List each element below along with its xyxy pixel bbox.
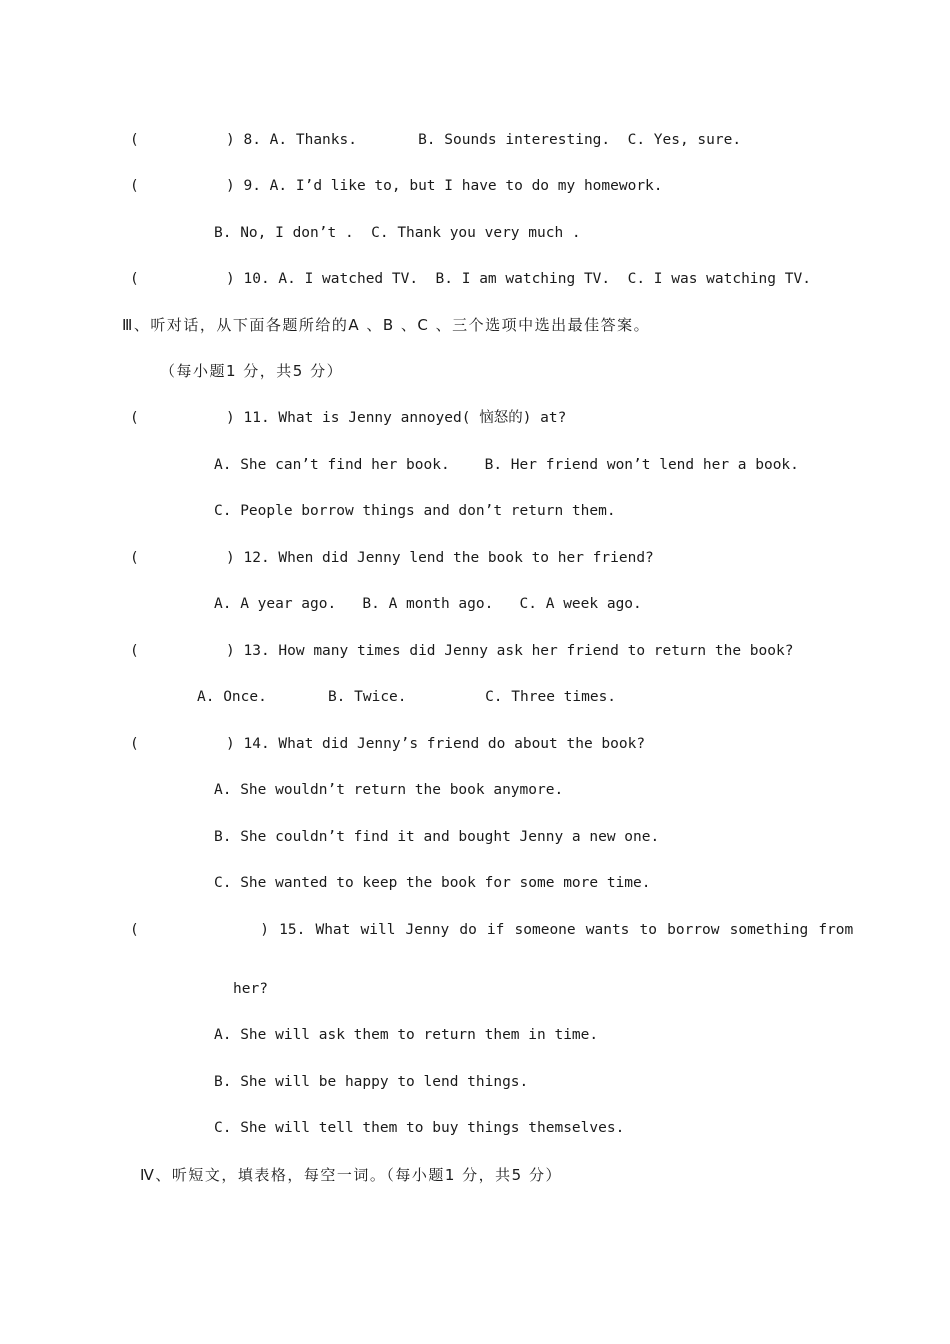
- question-14-option-a: A. She wouldn’t return the book anymore.: [214, 782, 564, 798]
- section-3-title: Ⅲ、听对话，从下面各题所给的A 、B 、C 、三个选项中选出最佳答案。: [122, 316, 651, 334]
- question-15-continued: her?: [233, 981, 268, 997]
- question-14-option-c: C. She wanted to keep the book for some more time.: [214, 875, 651, 891]
- question-9-options: B. No, I don’t . C. Thank you very much .: [214, 225, 581, 241]
- question-12-options: A. A year ago. B. A month ago. C. A week ago.: [214, 596, 642, 612]
- question-9: ( ) 9. A. I’d like to, but I have to do my homework.: [130, 178, 663, 194]
- question-12: ( ) 12. When did Jenny lend the book to her friend?: [130, 550, 654, 566]
- question-13-options: A. Once. B. Twice. C. Three times.: [197, 689, 617, 705]
- question-14-option-b: B. She couldn’t find it and bought Jenny a new one.: [214, 829, 660, 845]
- question-13: ( ) 13. How many times did Jenny ask her friend to return the book?: [130, 643, 794, 659]
- question-15: ( ) 15. What will Jenny do if someone wants to borrow something from: [130, 922, 854, 938]
- question-15-option-a: A. She will ask them to return them in time.: [214, 1027, 599, 1043]
- section-4-title: Ⅳ、听短文，填表格，每空一词。（每小题1 分，共5 分）: [140, 1166, 562, 1184]
- question-8: ( ) 8. A. Thanks. B. Sounds interesting. C. Yes, sure.: [130, 132, 742, 148]
- question-15-option-b: B. She will be happy to lend things.: [214, 1074, 529, 1090]
- question-14: ( ) 14. What did Jenny’s friend do about the book?: [130, 736, 646, 752]
- question-15-option-c: C. She will tell them to buy things themselves.: [214, 1120, 625, 1136]
- question-11: ( ) 11. What is Jenny annoyed( 恼怒的) at?: [130, 410, 567, 426]
- question-10: ( ) 10. A. I watched TV. B. I am watching TV. C. I was watching TV.: [130, 271, 811, 287]
- section-3-note: （每小题1 分，共5 分）: [160, 362, 344, 380]
- question-11-options-ab: A. She can’t find her book. B. Her friend won’t lend her a book.: [214, 457, 799, 473]
- question-11-option-c: C. People borrow things and don’t return them.: [214, 503, 616, 519]
